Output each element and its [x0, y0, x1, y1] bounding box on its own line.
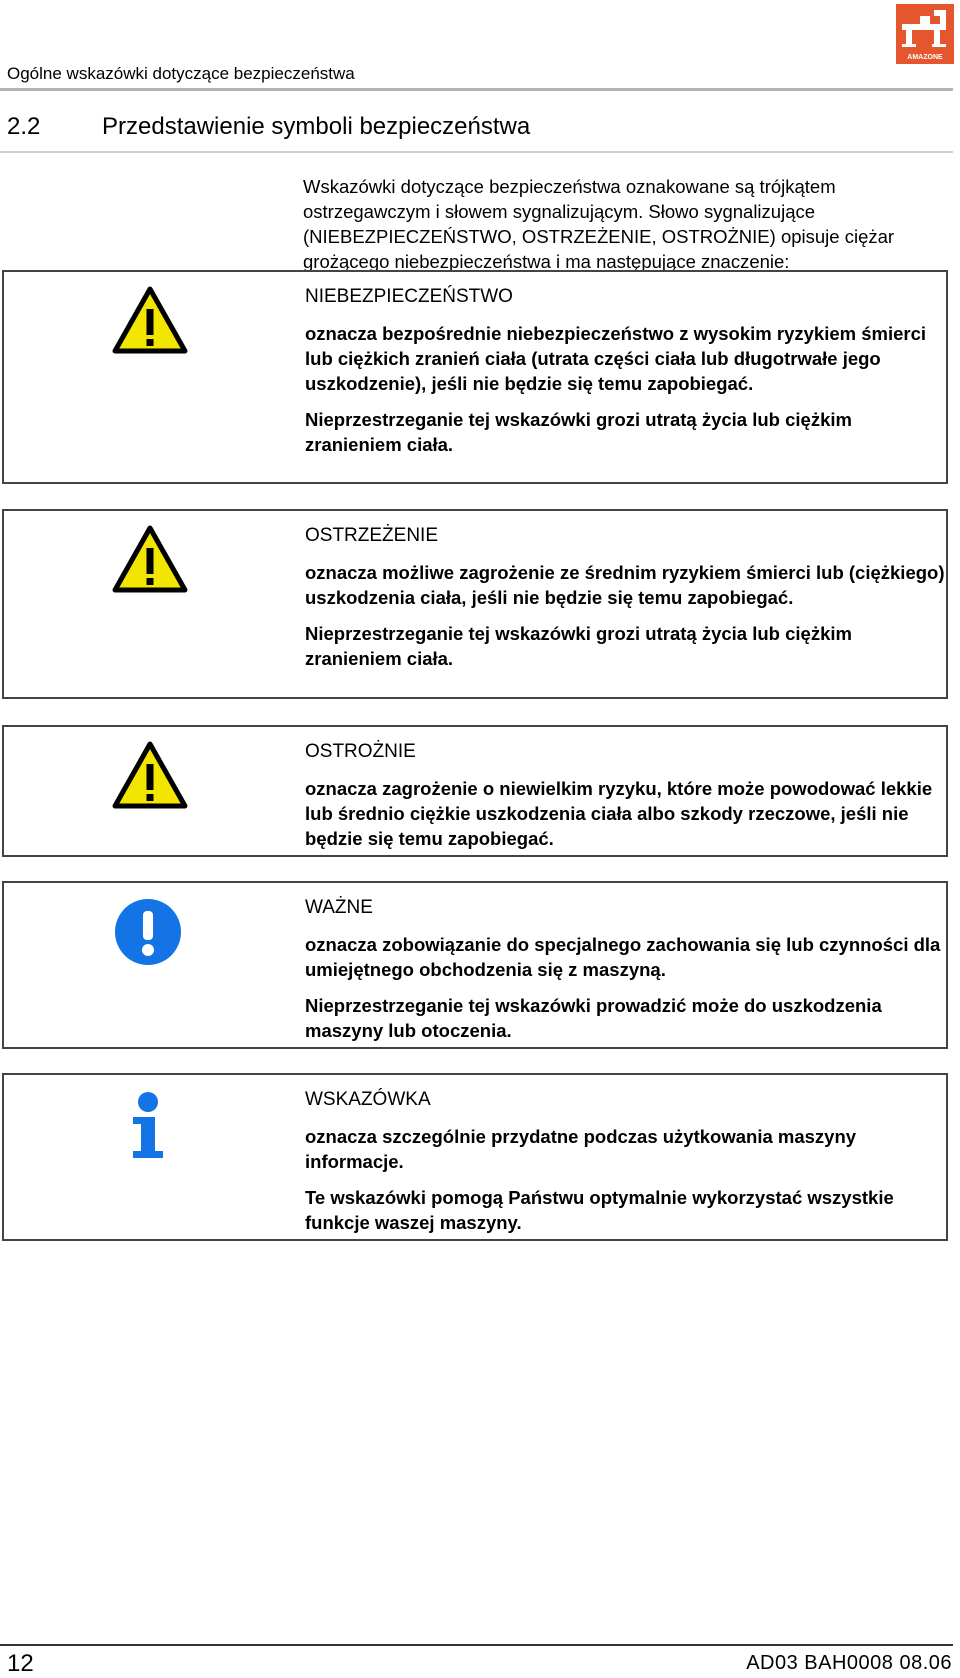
section-number: 2.2	[7, 113, 41, 140]
box-heading: WAŻNE	[305, 897, 373, 918]
header-divider	[0, 88, 953, 91]
signal-box-caution	[2, 725, 948, 857]
section-title: Przedstawienie symboli bezpieczeństwa	[102, 113, 531, 140]
box-paragraph: oznacza bezpośrednie niebezpieczeństwo z wysokim ryzykiem śmierci lub ciężkich zranień ciała (utrata części ciała lub długotrwałe jego uszkodzenie), jeśli nie będzie się temu zapobiegać.	[305, 323, 927, 394]
logo-wordmark: AMAZONE	[907, 54, 943, 61]
box-paragraph: Te wskazówki pomogą Państwu optymalnie wykorzystać wszystkie funkcje waszej maszyny.	[305, 1187, 894, 1233]
box-heading: WSKAZÓWKA	[305, 1089, 431, 1110]
box-heading: NIEBEZPIECZEŃSTWO	[305, 286, 513, 307]
document-code: AD03 BAH0008 08.06	[746, 1652, 952, 1674]
warning-triangle-icon	[111, 740, 189, 815]
amazone-logo	[896, 4, 954, 64]
section-divider	[0, 151, 953, 153]
box-heading: OSTRZEŻENIE	[305, 525, 439, 546]
warning-triangle-icon	[111, 285, 189, 360]
box-paragraph: oznacza szczególnie przydatne podczas użytkowania maszyny informacje.	[305, 1126, 857, 1172]
page-number: 12	[7, 1650, 34, 1677]
exclamation-circle-icon	[113, 897, 183, 972]
box-paragraph: Nieprzestrzeganie tej wskazówki grozi utratą życia lub ciężkim zranieniem ciała.	[305, 623, 852, 669]
intro-paragraph: Wskazówki dotyczące bezpieczeństwa oznakowane są trójkątem ostrzegawczym i słowem sygnalizującym. Słowo sygnalizujące (NIEBEZPIECZEŃSTWO, OSTRZEŻENIE, OSTROŻNIE) opisuje ciężar grożącego niebezpieczeństwa i ma następujące znaczenie:	[303, 176, 895, 272]
box-paragraph: oznacza zobowiązanie do specjalnego zachowania się lub czynności dla umiejętnego obchodzenia się z maszyną.	[305, 934, 941, 980]
box-paragraph: Nieprzestrzeganie tej wskazówki prowadzić może do uszkodzenia maszyny lub otoczenia.	[305, 995, 882, 1041]
running-header: Ogólne wskazówki dotyczące bezpieczeństwa	[7, 64, 355, 83]
box-paragraph: Nieprzestrzeganie tej wskazówki grozi utratą życia lub ciężkim zranieniem ciała.	[305, 409, 852, 455]
footer-divider	[0, 1644, 953, 1646]
info-icon	[128, 1091, 168, 1164]
signal-box-important	[2, 881, 948, 1049]
warning-triangle-icon	[111, 524, 189, 599]
box-paragraph: oznacza zagrożenie o niewielkim ryzyku, które może powodować lekkie lub średnio ciężkie uszkodzenia ciała albo szkody rzeczowe, jeśli nie będzie się temu zapobiegać.	[305, 778, 933, 849]
signal-box-warning	[2, 509, 948, 699]
box-paragraph: oznacza możliwe zagrożenie ze średnim ryzykiem śmierci lub (ciężkiego) uszkodzenia ciała, jeśli nie będzie się temu zapobiegać.	[305, 562, 945, 608]
signal-box-note	[2, 1073, 948, 1241]
box-heading: OSTROŻNIE	[305, 741, 416, 762]
signal-box-danger	[2, 270, 948, 484]
